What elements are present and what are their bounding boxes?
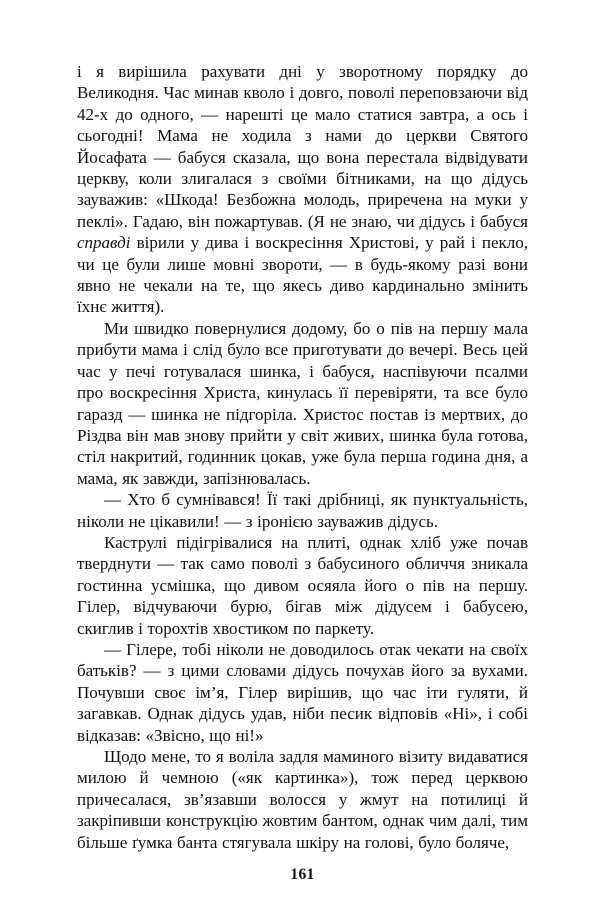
paragraph — [77, 318, 528, 489]
page-text — [77, 61, 528, 853]
paragraph — [77, 61, 528, 318]
paragraph-text: Щодо мене, то я воліла задля маминого візиту видаватися милою й чемною («як картинка»), тож перед церквою причесалася, зв’язавши волосся у жмут на потилиці й закріпивши конструкцію жовтим бантом, однак чим далі, тим більше ґумка банта стягувала шкіру на голові, було боляче, — [77, 747, 528, 852]
paragraph — [77, 746, 528, 853]
paragraph — [77, 489, 528, 532]
paragraph-text: — Гілере, тобі ніколи не доводилось отак чекати на своїх батьків? — з цими словами дідусь почухав його за вухами. Почувши своє ім’я, Гілер вирішив, що час іти гуляти, й загавкав. Однак дідусь удав, ніби песик відповів «Ні», і собі відказав: «Звісно, що ні!» — [77, 639, 528, 745]
paragraph-text: вірили у дива і воскресіння Христові, у рай і пекло, чи це були лише мовні звороти, — в будь-якому разі вони явно не чекали на те, що якесь диво кардинально змінить їхнє життя). — [77, 233, 528, 317]
paragraph-text: і я вирішила рахувати дні у зворотному порядку до Великодня. Час минав кволо і довго, поволі переповзаючи від 42-х до одного, — нарешті це мало статися завтра, а ось і сьогодні! Мама не ходила з нами до церкви Святого Йосафата — бабуся сказала, що вона перестала відвідувати церкву, коли злигалася з своїми бітниками, на що дідусь зауважив: «Шкода! Безбожна молодь, приречена на муки у пеклі». Гадаю, він пожартував. (Я не знаю, чи дідусь і бабуся — [77, 62, 528, 231]
paragraph — [77, 532, 528, 639]
paragraph-text: — Хто б сумнівався! Її такі дрібниці, як пунктуальність, ніколи не цікавили! — з іронією зауважив дідусь. — [77, 490, 528, 531]
paragraph-text: Ми швидко повернулися додому, бо о пів на першу мала прибути мама і слід було все приготувати до вечері. Весь цей час у печі готувалася шинка, і бабуся, наспівуючи псалми про воскресіння Христа, кинулась її перевіряти, та все було гаразд — шинка не підгоріла. Христос постав із мертвих, до Різдва він мав знову прийти у світ живих, шинка була готова, стіл накритий, годинник цокав, уже була перша година дня, а мама, як завжди, запізнювалась. — [77, 318, 528, 488]
page-number: 161 — [290, 866, 315, 884]
paragraph — [77, 639, 528, 746]
emphasized-word: справді — [77, 233, 131, 253]
paragraph-text: Каструлі підігрівалися на плиті, однак хліб уже почав тверднути — так само поволі з бабусиного обличчя зникала гостинна усмішка, що дивом осяяла його о пів на першу. Гілер, відчуваючи бурю, бігав між дідусем і бабусею, скиглив і торохтів хвостиком по паркету. — [77, 532, 528, 638]
